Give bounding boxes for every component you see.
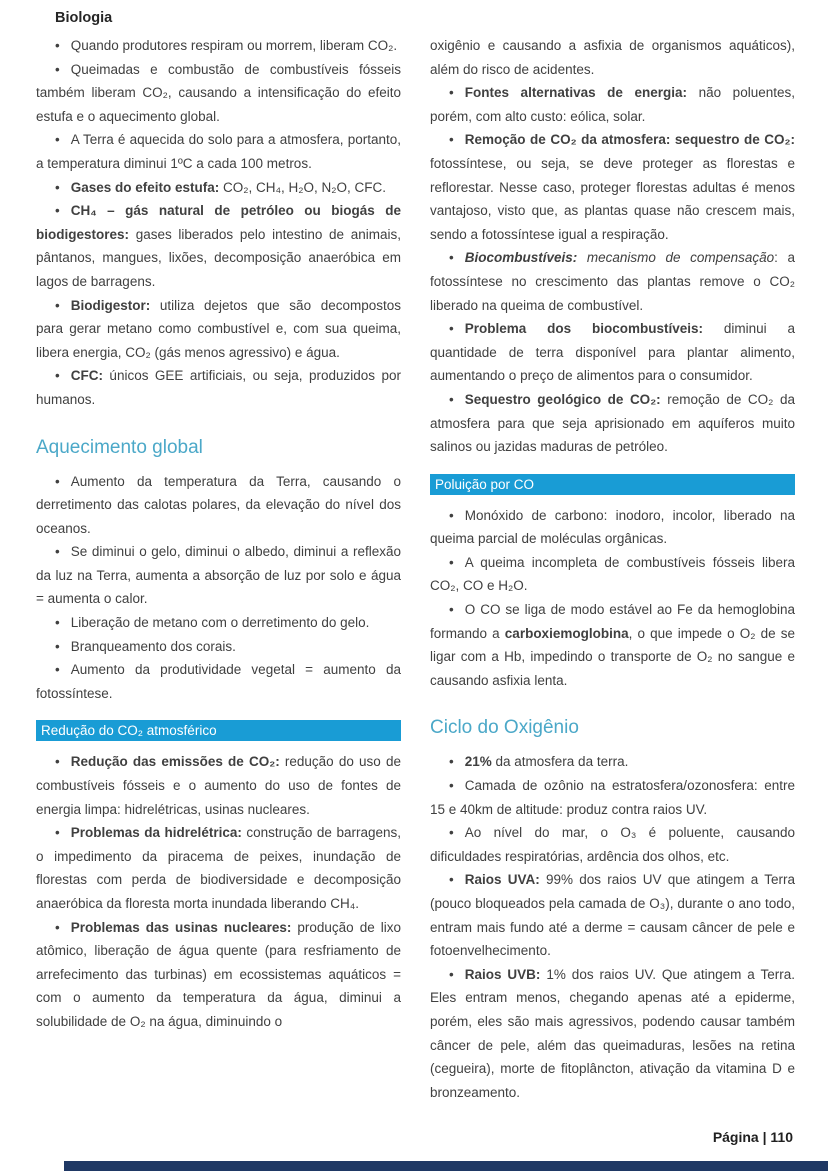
bullet-item bbox=[430, 388, 795, 459]
text-run: não poluentes, porém, com alto custo: eólica, solar. bbox=[430, 85, 795, 124]
text-run: Raios UVA: bbox=[464, 872, 540, 888]
text-run: carboxiemoglobina bbox=[504, 625, 629, 641]
bullet-icon: • bbox=[55, 825, 60, 841]
text-run: Aumento da temperatura da Terra, causando o derretimento das calotas polares, da elevação do nível dos oceanos. bbox=[36, 473, 401, 536]
bullet-icon: • bbox=[55, 544, 60, 560]
page-content bbox=[36, 8, 795, 1104]
bullet-item bbox=[430, 551, 795, 598]
bullet-list bbox=[430, 750, 795, 1104]
bullet-item bbox=[36, 750, 401, 821]
bullet-icon: • bbox=[449, 507, 454, 523]
bullet-icon: • bbox=[55, 473, 60, 489]
text-run: Problemas das usinas nucleares: bbox=[70, 919, 292, 935]
bullet-icon: • bbox=[449, 872, 454, 888]
bullet-item bbox=[430, 774, 795, 821]
text-run: CO₂, CH₄, H₂O, N₂O, CFC. bbox=[219, 179, 387, 195]
text-run: Aumento da produtividade vegetal = aumento da fotossíntese. bbox=[36, 662, 401, 701]
text-run: Liberação de metano com o derretimento do gelo. bbox=[70, 615, 370, 631]
text-run: redução do uso de combustíveis fósseis e o aumento do uso de fontes de energia limpa: hidrelétricas, usinas nucleares. bbox=[36, 754, 401, 817]
bullet-icon: • bbox=[449, 250, 454, 266]
section-heading: Aquecimento global bbox=[36, 436, 203, 458]
text-run: 1% dos raios UV. Que atingem a Terra. Eles entram menos, chegando apenas até a epiderme, porém, eles são mais agressivos, podendo causar também câncer de pele, além das queimaduras, lesões na retina (cegueira), morte de fitoplâncton, ativação da vitamina D e bronzeamento. bbox=[430, 966, 795, 1100]
text-run: Se diminui o gelo, diminui o albedo, diminui a reflexão da luz na Terra, aumenta a absorção de luz por solo e água = aumenta o calor. bbox=[36, 544, 401, 607]
bullet-list bbox=[36, 750, 401, 1033]
bullet-item bbox=[430, 317, 795, 388]
bullet-icon: • bbox=[55, 297, 60, 313]
text-run: diminui a quantidade de terra disponível para plantar alimento, aumentando o preço de alimentos para o consumidor. bbox=[430, 321, 795, 384]
text-run: Camada de ozônio na estratosfera/ozonosfera: entre 15 e 40km de altitude: produz contra raios UV. bbox=[430, 778, 795, 817]
text-run: : a fotossíntese no crescimento das plantas remove o CO₂ liberado na queima de combustível. bbox=[430, 250, 795, 313]
bullet-item bbox=[36, 658, 401, 705]
bullet-icon: • bbox=[449, 602, 454, 618]
bullet-item bbox=[36, 34, 401, 58]
bullet-item bbox=[36, 58, 401, 129]
text-run: Problema dos biocombustíveis: bbox=[464, 321, 703, 337]
text-run: únicos GEE artificiais, ou seja, produzidos por humanos. bbox=[36, 368, 401, 407]
text-run: Monóxido de carbono: inodoro, incolor, liberado na queima parcial de moléculas orgânicas. bbox=[430, 507, 795, 547]
text-run: Gases do efeito estufa: bbox=[70, 179, 220, 195]
banner-heading: Redução do CO₂ atmosférico bbox=[36, 720, 401, 741]
page-number: Página | 110 bbox=[712, 1129, 793, 1145]
text-run: oxigênio e causando a asfixia de organismos aquáticos), além do risco de acidentes. bbox=[430, 38, 795, 77]
bullet-item bbox=[36, 916, 401, 1034]
bullet-icon: • bbox=[449, 966, 454, 982]
bullet-icon: • bbox=[55, 132, 60, 148]
bullet-icon: • bbox=[55, 662, 60, 678]
bullet-icon: • bbox=[55, 919, 60, 935]
bullet-item bbox=[430, 246, 795, 317]
bullet-icon: • bbox=[449, 85, 454, 101]
bullet-icon: • bbox=[55, 754, 60, 770]
bullet-icon: • bbox=[55, 615, 60, 631]
bullet-list bbox=[36, 470, 401, 706]
bullet-item bbox=[430, 821, 795, 868]
bullet-item bbox=[36, 294, 401, 365]
bullet-icon: • bbox=[449, 321, 454, 337]
text-run: A queima incompleta de combustíveis fósseis libera CO₂, CO e H₂O. bbox=[430, 554, 795, 594]
text-run: remoção de CO₂ da atmosfera para que seja aprisionado em aquíferos muito salinos ou jazidas maduras de petróleo. bbox=[430, 391, 795, 455]
bullet-item bbox=[36, 176, 401, 200]
text-run: Queimadas e combustão de combustíveis fósseis também liberam CO₂, causando a intensificação do efeito estufa e o aquecimento global. bbox=[36, 61, 401, 124]
bullet-list bbox=[36, 34, 401, 412]
text-run: Quando produtores respiram ou morrem, liberam CO₂. bbox=[70, 38, 398, 53]
bullet-item bbox=[430, 750, 795, 774]
section-heading: Ciclo do Oxigênio bbox=[430, 717, 579, 739]
text-run: , o que impede o O₂ de se ligar com a Hb, impedindo o transporte de O₂ no sangue e causando asfixia lenta. bbox=[430, 625, 796, 688]
footer-bar bbox=[64, 1161, 828, 1171]
bullet-item bbox=[36, 199, 401, 293]
bullet-icon: • bbox=[55, 638, 60, 654]
text-run: 99% dos raios UV que atingem a Terra (pouco bloqueados pela camada de O₃), durante o ano todo, entram mais fundo até a derme = causam câncer de pele e fotoenvelhecimento. bbox=[430, 872, 795, 959]
bullet-item bbox=[430, 504, 795, 551]
doc-title: Biologia bbox=[55, 10, 113, 26]
text-run: O CO se liga de modo estável ao Fe da hemoglobina formando a bbox=[430, 602, 795, 641]
bullet-item bbox=[430, 81, 795, 128]
bullet-item bbox=[430, 598, 795, 692]
bullet-icon: • bbox=[55, 38, 60, 53]
bullet-icon: • bbox=[55, 61, 60, 77]
text-run: Raios UVB: bbox=[464, 966, 541, 982]
text-run: Sequestro geológico de CO₂: bbox=[464, 391, 661, 407]
text-run: gases liberados pelo intestino de animais, pântanos, mangues, lixões, decomposição anaeróbica em lagos de barragens. bbox=[36, 226, 401, 289]
bullet-list bbox=[430, 504, 795, 693]
bullet-item bbox=[430, 128, 795, 246]
text-run: mecanismo de compensação bbox=[577, 250, 775, 266]
bullet-icon: • bbox=[449, 132, 454, 148]
text-run: CH₄ – gás natural de petróleo ou biogás de biodigestores: bbox=[36, 203, 401, 242]
bullet-icon: • bbox=[449, 778, 454, 794]
bullet-item bbox=[36, 611, 401, 635]
bullet-icon: • bbox=[55, 179, 60, 195]
bullet-icon: • bbox=[449, 554, 454, 570]
bullet-item bbox=[36, 470, 401, 541]
text-run: produção de lixo atômico, liberação de água quente (para resfriamento de arrefecimento das turbinas) em ecossistemas aquáticos = com o aumento da temperatura da água, diminui a solubilidade de O₂ na água, diminuindo o bbox=[36, 919, 401, 1029]
bullet-item bbox=[430, 868, 795, 962]
bullet-item bbox=[36, 635, 401, 659]
text-run: fotossíntese, ou seja, se deve proteger as florestas e reflorestar. Nesse caso, proteger florestas adultas é menos vantajoso, visto que, as plantas quase não crescem mais, sendo a fotossíntese igual a respiração. bbox=[430, 155, 795, 242]
continuation-paragraph bbox=[430, 34, 795, 81]
bullet-icon: • bbox=[449, 825, 454, 841]
text-run: utiliza dejetos que são decompostos para gerar metano como combustível e, com sua queima, libera energia, CO₂ (gás menos agressivo) e água. bbox=[36, 297, 401, 360]
bullet-icon: • bbox=[55, 203, 60, 219]
column-right bbox=[430, 8, 795, 1104]
text-run: construção de barragens, o impedimento da piracema de peixes, inundação de florestas com perda de biodiversidade e decomposição anaeróbica da floresta morta inundada liberando CH₄. bbox=[36, 825, 401, 911]
text-run: Redução das emissões de CO₂: bbox=[70, 754, 280, 770]
text-run: Remoção de CO₂ da atmosfera: sequestro de CO₂: bbox=[464, 132, 795, 148]
text-run: Ao nível do mar, o O₃ é poluente, causando dificuldades respiratórias, ardência dos olhos, etc. bbox=[430, 825, 795, 864]
bullet-item bbox=[36, 128, 401, 175]
text-run: Biodigestor: bbox=[70, 297, 151, 313]
bullet-icon: • bbox=[55, 368, 60, 384]
text-run: 21% bbox=[464, 754, 492, 770]
bullet-list bbox=[430, 81, 795, 459]
bullet-icon: • bbox=[449, 391, 454, 407]
column-left bbox=[36, 8, 401, 1104]
text-run: CFC: bbox=[70, 368, 103, 384]
bullet-item bbox=[36, 364, 401, 411]
bullet-icon: • bbox=[449, 754, 454, 770]
bullet-item bbox=[36, 540, 401, 611]
text-run: da atmosfera da terra. bbox=[491, 754, 629, 770]
text-run: Branqueamento dos corais. bbox=[70, 638, 236, 654]
bullet-item bbox=[36, 821, 401, 915]
text-run: Fontes alternativas de energia: bbox=[464, 85, 688, 101]
bullet-item bbox=[430, 963, 795, 1105]
text-run: A Terra é aquecida do solo para a atmosfera, portanto, a temperatura diminui 1ºC a cada 100 metros. bbox=[36, 132, 401, 171]
text-run: Biocombustíveis: bbox=[464, 250, 578, 266]
banner-heading: Poluição por CO bbox=[430, 474, 795, 495]
text-run: Problemas da hidrelétrica: bbox=[70, 825, 242, 841]
